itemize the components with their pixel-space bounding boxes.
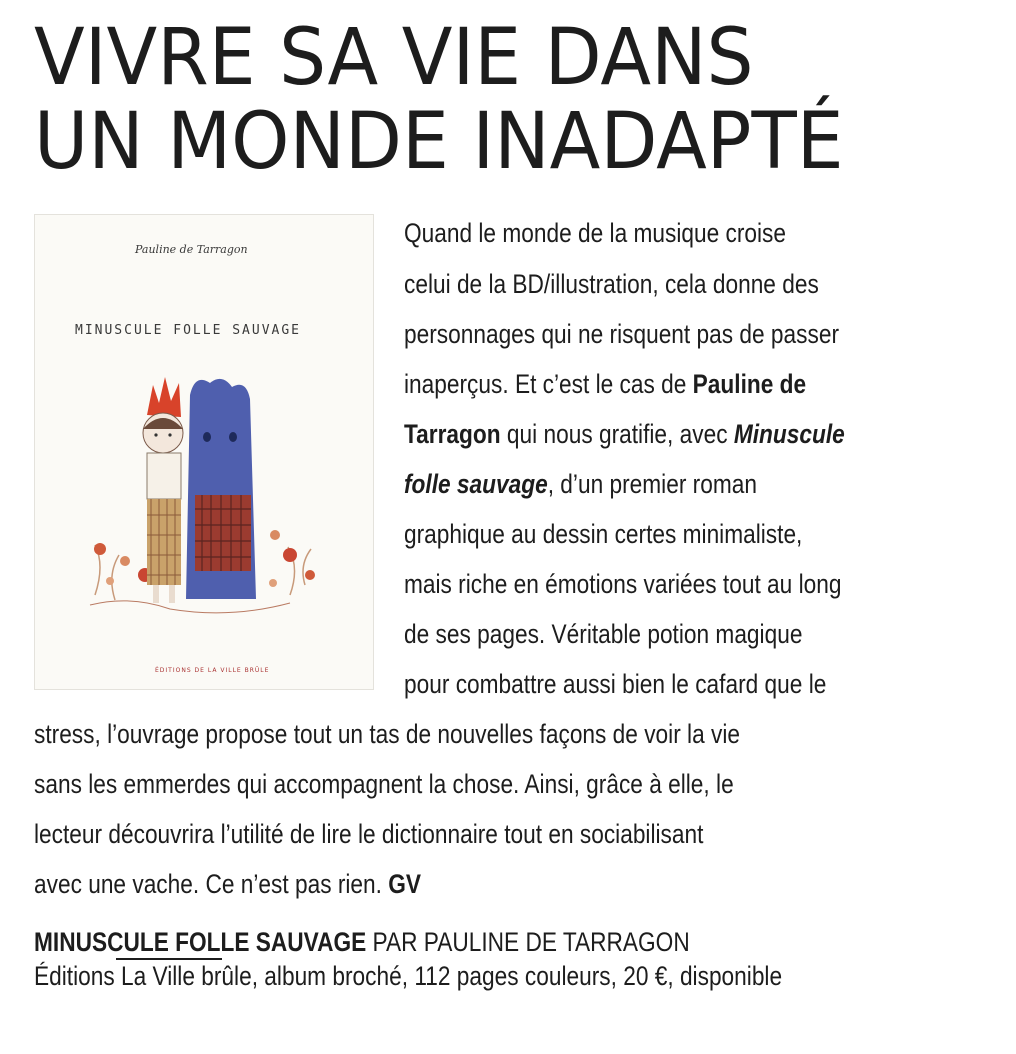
body-line xyxy=(34,868,421,900)
body-line: sans les emmerdes qui accompagnent la chose. Ainsi, grâce à elle, le xyxy=(34,769,734,799)
body-line: Quand le monde de la musique croise xyxy=(404,218,787,248)
body-line: celui de la BD/illustration, cela donne des xyxy=(404,269,819,299)
cover-title: MINUSCULE FOLLE SAUVAGE xyxy=(75,323,302,338)
cover-publisher: ÉDITIONS DE LA VILLE BRÛLE xyxy=(155,667,270,674)
cover-illustration xyxy=(35,215,373,689)
body-line: graphique au dessin certes minimaliste, xyxy=(404,519,803,549)
book-cover-image xyxy=(34,214,374,690)
body-line: pour combattre aussi bien le cafard que le xyxy=(404,669,827,699)
body-line xyxy=(404,418,845,450)
author-name-bold: Tarragon xyxy=(404,419,501,449)
book-credits-title xyxy=(34,926,690,958)
body-text: qui nous gratifie, avec xyxy=(500,419,734,449)
author-name-bold: Pauline de xyxy=(692,369,807,399)
credits-book-title: MINUSCULE FOLLE SAUVAGE xyxy=(34,927,367,957)
body-line: lecteur découvrira l’utilité de lire le dictionnaire tout en sociabilisant xyxy=(34,819,704,849)
body-line xyxy=(404,368,806,400)
article-title xyxy=(34,13,946,187)
body-text: avec une vache. Ce n’est pas rien. xyxy=(34,869,389,899)
body-line: de ses pages. Véritable potion magique xyxy=(404,619,803,649)
blue-creature-figure xyxy=(186,379,256,599)
body-text: inaperçus. Et c’est le cas de xyxy=(404,369,693,399)
book-title-italic: Minuscule xyxy=(733,419,845,449)
cover-author: Pauline de Tarragon xyxy=(135,243,248,256)
body-line: personnages qui ne risquent pas de passer xyxy=(404,319,840,349)
book-title-italic: folle sauvage xyxy=(404,469,548,499)
body-line: mais riche en émotions variées tout au long xyxy=(404,569,842,599)
body-text: , d’un premier roman xyxy=(547,469,757,499)
credits-author: PAR PAULINE DE TARRAGON xyxy=(366,927,690,957)
book-credits-details: Éditions La Ville brûle, album broché, 112 pages couleurs, 20 €, disponible xyxy=(34,961,783,991)
body-line: stress, l’ouvrage propose tout un tas de nouvelles façons de voir la vie xyxy=(34,719,741,749)
girl-figure xyxy=(143,377,183,603)
body-line xyxy=(404,468,757,500)
title-line-1: VIVRE SA VIE DANS xyxy=(34,13,754,103)
title-line-2: UN MONDE INADAPTÉ xyxy=(34,97,844,187)
signature-initials: GV xyxy=(388,869,422,899)
